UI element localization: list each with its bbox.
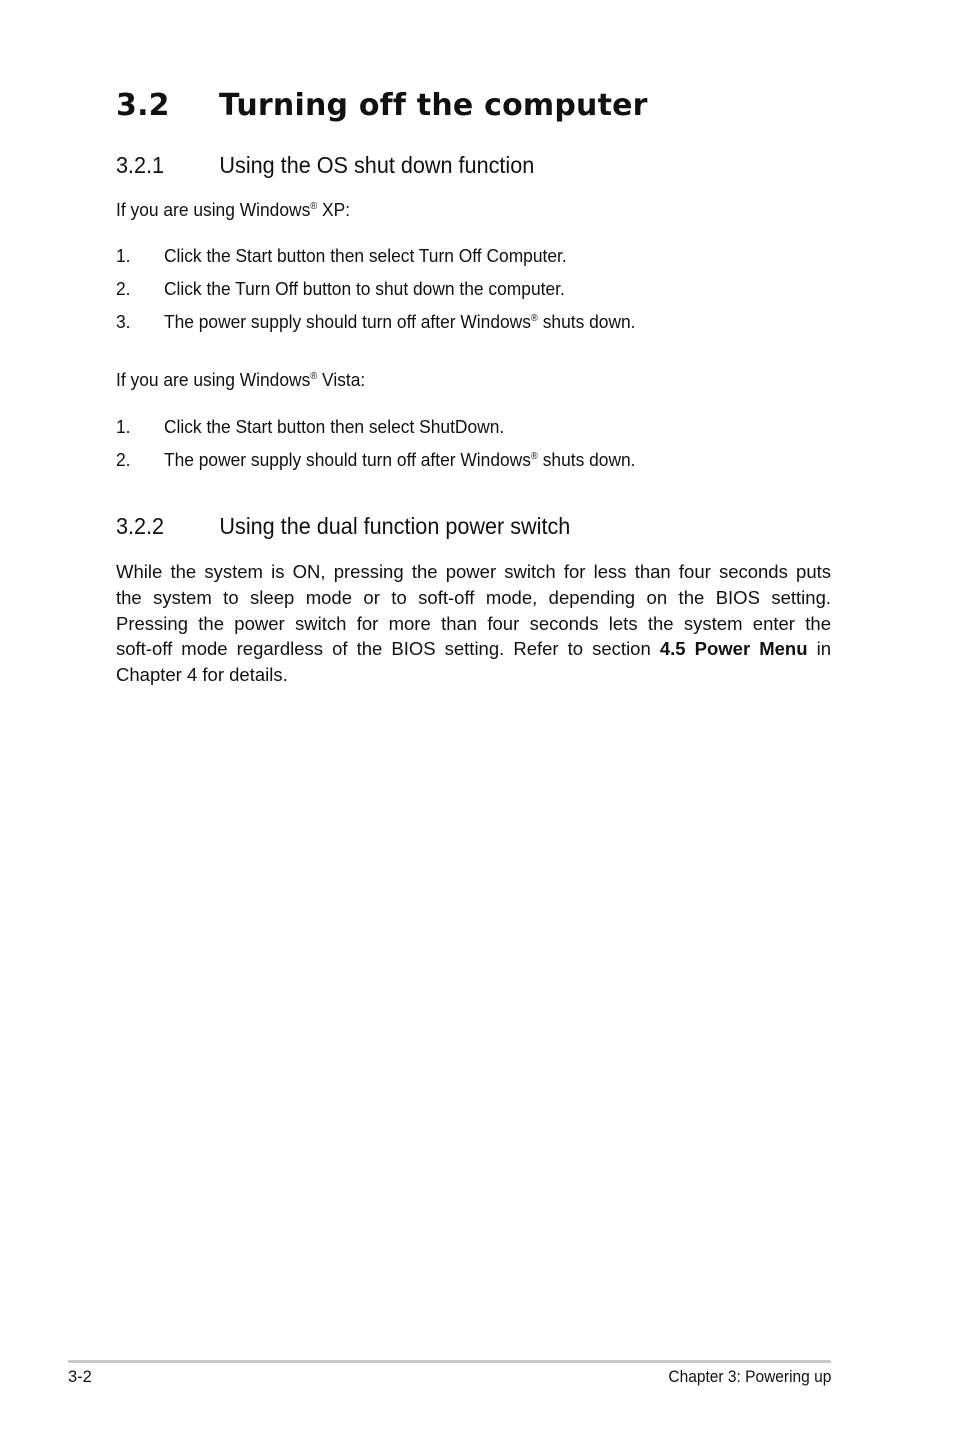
list-item <box>116 416 504 438</box>
paragraph-line: the system to sleep mode or to soft-off mode, depending on the BIOS setting. <box>116 586 831 608</box>
paragraph-line: Pressing the power switch for more than four seconds lets the system enter the <box>116 612 831 634</box>
vista-intro <box>116 369 365 391</box>
list-item-number: 1. <box>116 416 131 437</box>
paragraph-line: Chapter 4 for details. <box>116 664 288 686</box>
list-item-text: The power supply should turn off after Windows <box>163 311 531 332</box>
list-item <box>116 245 567 267</box>
list-item-number: 3. <box>116 311 131 332</box>
registered-mark: ® <box>530 313 538 324</box>
xp-intro <box>116 199 350 221</box>
paragraph-text: in <box>807 638 831 660</box>
section-reference: 4.5 Power Menu <box>659 638 808 660</box>
list-item-text: Click the Start button then select ShutDown. <box>163 416 505 437</box>
power-switch-paragraph <box>116 559 831 688</box>
paragraph-text: soft-off mode regardless of the BIOS setting. Refer to section <box>116 638 660 660</box>
paragraph-line <box>116 636 831 662</box>
footer-divider <box>68 1360 831 1363</box>
registered-mark: ® <box>310 201 318 212</box>
subsection-number: 3.2.1 <box>116 152 165 178</box>
paragraph-line: While the system is ON, pressing the power switch for less than four seconds puts <box>116 561 831 582</box>
xp-intro-text: If you are using Windows <box>116 199 311 220</box>
vista-intro-os: Vista: <box>317 369 366 390</box>
xp-intro-os: XP: <box>317 199 351 220</box>
list-item-text: The power supply should turn off after Windows <box>163 449 531 470</box>
list-item <box>116 311 636 333</box>
vista-intro-text: If you are using Windows <box>116 369 311 390</box>
section-heading <box>116 88 648 123</box>
list-item-text: Click the Turn Off button to shut down the computer. <box>163 278 565 299</box>
list-item <box>116 278 565 300</box>
list-item-number: 1. <box>116 245 131 266</box>
registered-mark: ® <box>310 371 318 382</box>
registered-mark: ® <box>530 451 538 462</box>
subsection-heading-os-shutdown <box>116 152 534 179</box>
subsection-title: Using the OS shut down function <box>219 152 535 178</box>
list-item-text: Click the Start button then select Turn Off Computer. <box>163 245 567 266</box>
subsection-title: Using the dual function power switch <box>219 513 571 539</box>
subsection-heading-power-switch <box>116 513 570 540</box>
list-item-number: 2. <box>116 449 131 470</box>
chapter-title: Chapter 3: Powering up <box>668 1368 831 1386</box>
section-title: Turning off the computer <box>219 88 648 123</box>
page-number: 3-2 <box>68 1368 92 1386</box>
subsection-number: 3.2.2 <box>116 513 165 539</box>
section-number: 3.2 <box>116 88 170 123</box>
list-item-number: 2. <box>116 278 131 299</box>
list-item-text-end: shuts down. <box>537 311 636 332</box>
list-item-text-end: shuts down. <box>537 449 636 470</box>
list-item <box>116 449 636 471</box>
